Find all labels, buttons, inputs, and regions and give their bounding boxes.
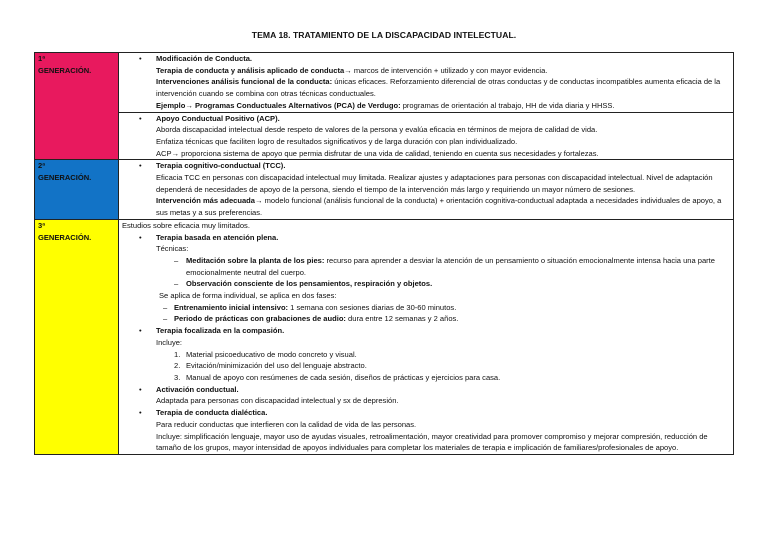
acp-line-3-text: proporciona sistema de apoyo que permia disfrutar de una vida de calidad, teniendo en cuenta sus necesidades y fortalezas. [179,148,599,158]
list-number: 2. [174,361,181,371]
gen3-label-cell [35,219,119,454]
arrow-icon: → [171,148,180,158]
bullet-icon: • [139,161,142,171]
page-title: TEMA 18. TRATAMIENTO DE LA DISCAPACIDAD INTELECTUAL. [251,30,517,40]
atp-tecnicas: Técnicas: [156,244,189,254]
comp-title: Terapia focalizada en la compasión. [156,326,285,336]
list-number: 3. [174,372,181,382]
mod-line-3 [122,100,730,112]
arrow-icon: → [255,196,263,206]
acp-title: Apoyo Conductual Positivo (ACP). [156,113,280,123]
content-table [34,52,734,455]
list-item [122,325,730,337]
list-number: 1. [174,349,181,359]
list-item [122,113,730,125]
table-row-gen2 [35,160,734,220]
gen2-label: GENERACIÓN. [38,173,92,183]
list-item [122,372,730,384]
comp-item-2: Evitación/minimización del uso del lenguaje abstracto. [186,361,367,371]
obs-bold: Observación consciente de los pensamientos, respiración y objetos. [186,279,433,289]
act-text: Adaptada para personas con discapacidad intelectual y sx de depresión. [156,396,399,406]
bullet-icon: • [139,384,142,394]
acp-line-1: Aborda discapacidad intelectual desde respeto de valores de la persona y evalúa eficacia en términos de mejora de calidad de vida. [156,125,598,135]
mod-line-1 [122,65,730,77]
table-row-gen1-mod [35,53,734,113]
dash-icon: – [163,302,168,312]
list-item [122,232,730,244]
bullet-icon: • [139,408,142,418]
bullet-icon: • [139,113,142,123]
mod-line-2-text: únicas eficaces. Reforzamiento diferencial de otras conductas y de conductas incompatibles aumenta eficacia de la intervención cuando se combina con otras técnicas conductuales. [156,77,721,99]
mod-line-1-text: marcos de intervención + utilizado y con mayor evidencia. [351,65,548,75]
fases-text: Se aplica de forma individual, se aplica en dos fases: [159,291,337,301]
mod-title: Modificación de Conducta. [156,54,253,63]
gen1-number: 1ª [38,54,45,63]
list-item [122,302,730,314]
list-item [122,278,730,290]
comp-item-1: Material psicoeducativo de modo concreto y visual. [186,349,357,359]
atp-title: Terapia basada en atención plena. [156,232,279,242]
gen2-number: 2ª [38,161,45,171]
ent-text: 1 semana con sesiones diarias de 30-60 minutos. [288,302,457,312]
list-item [122,407,730,419]
tcc-line-2 [122,195,730,218]
tcc-line-2-bold: Intervención más adecuada [156,196,255,206]
act-title: Activación conductual. [156,384,239,394]
table-row-gen1-acp [35,112,734,160]
arrow-icon: → [185,100,193,110]
dia-title: Terapia de conducta dialéctica. [156,408,268,418]
tcc-line-1: Eficacia TCC en personas con discapacidad intelectual muy limitada. Realizar ajustes y adaptaciones para personas con discapacidad intelectual. Nivel de adaptación dependerá de necesidades de apoyo de la persona, siendo el tiempo de la intervención más largo y requiriendo un mayor número de sesiones. [156,173,713,194]
acp-line-3-a: ACP [156,148,172,158]
mod-line-3-bold: Ejemplo [156,100,186,110]
gen3-number: 3ª [38,220,45,230]
ent-bold: Entrenamiento inicial intensivo: [174,302,289,312]
list-item [122,349,730,361]
per-bold: Periodo de prácticas con grabaciones de audio: [174,314,346,324]
dash-icon: – [174,279,179,289]
gen2-tcc-cell [119,160,734,220]
dash-icon: – [174,255,179,265]
list-item [122,160,730,172]
arrow-icon: → [344,65,352,75]
gen1-acp-cell [119,112,734,160]
mod-line-3-text: programas de orientación al trabajo, HH de vida diaria y HHSS. [400,100,615,110]
gen1-label-cell [35,53,119,160]
mod-line-1-bold: Terapia de conducta y análisis aplicado de conducta [156,65,345,75]
list-item [122,255,730,278]
gen1-label: GENERACIÓN. [38,65,92,75]
comp-item-3: Manual de apoyo con resúmenes de cada sesión, diseños de prácticas y ejercicios para casa. [186,372,501,382]
gen3-label: GENERACIÓN. [38,232,92,242]
table-row-gen3 [35,219,734,454]
dia-line-2: Incluye: simplificación lenguaje, mayor uso de ayudas visuales, retroalimentación, mayor creatividad para promover compromiso y mejorar compresión, reducción de tamaño de los grupos, mayor intensidad de apoyos individuales para completar los materiales de terapia e implicación de familiares/profesionales de apoyo. [156,431,708,453]
per-text: dura entre 12 semanas y 2 años. [345,314,459,324]
gen3-intro: Estudios sobre eficacia muy limitados. [122,220,250,230]
list-item [122,384,730,396]
mod-line-2 [122,76,730,99]
bullet-icon: • [139,54,142,63]
list-item [122,313,730,325]
mod-line-2-bold: Intervenciones análisis funcional de la conducta: [156,77,333,87]
med-text: recurso para aprender a desviar la atención de un pensamiento o situación emocionalmente intensa hacia una parte emocionalmente neutral del cuerpo. [186,255,715,277]
acp-line-2: Enfatiza técnicas que faciliten logro de resultados significativos y de larga duración con plan individualizado. [156,136,518,146]
dash-icon: – [163,314,168,324]
dia-line-1: Para reducir conductas que interfieren con la calidad de vida de las personas. [156,419,417,429]
tcc-title: Terapia cognitivo-conductual (TCC). [156,161,286,171]
med-bold: Meditación sobre la planta de los pies: [186,255,325,265]
acp-line-3 [122,148,730,160]
list-item [122,53,730,65]
bullet-icon: • [139,326,142,336]
bullet-icon: • [139,232,142,242]
mod-line-3-bold-2: Programas Conductuales Alternativos (PCA) de Verdugo: [192,100,401,110]
gen3-cell [119,219,734,454]
tcc-line-2-text: modelo funcional (análisis funcional de la conducta) + orientación cognitiva-conductual adaptada a necesidades individuales de apoyo, a sus metas y a sus preferencias. [156,196,722,218]
gen2-label-cell [35,160,119,220]
comp-incluye: Incluye: [156,337,183,347]
list-item [122,360,730,372]
gen1-mod-cell [119,53,734,113]
